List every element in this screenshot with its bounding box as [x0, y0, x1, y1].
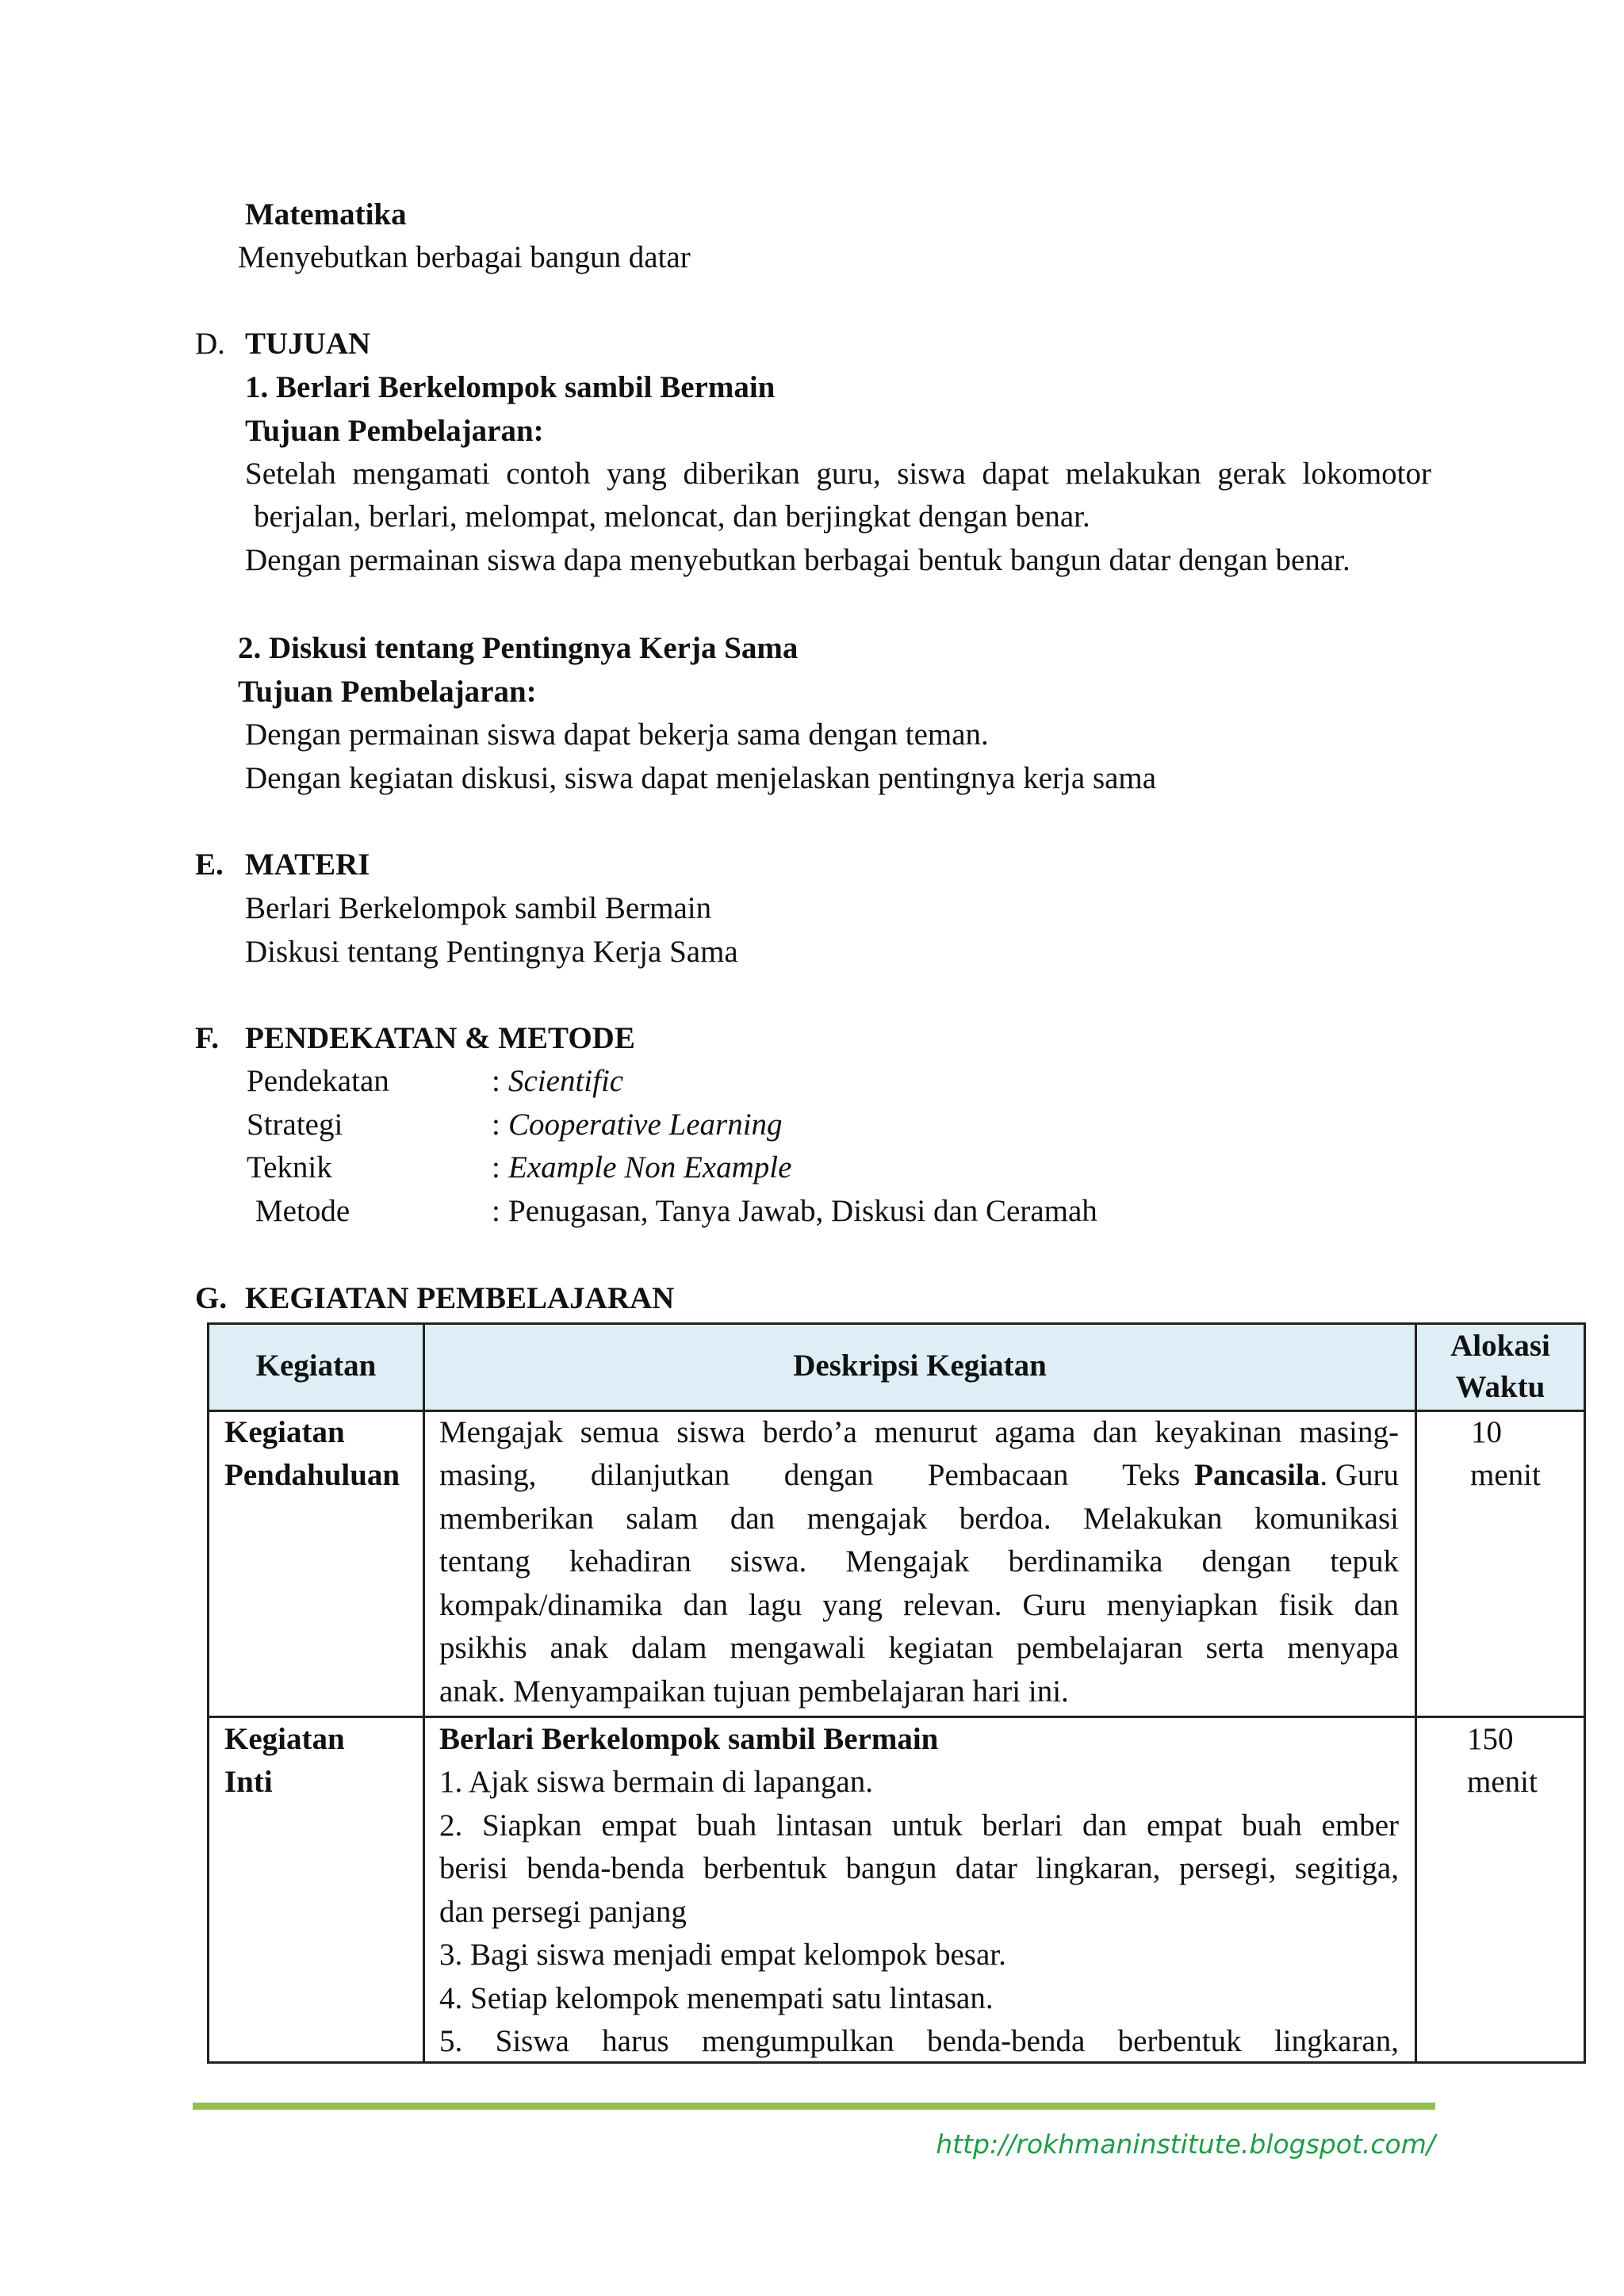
row1-desc-line: Mengajak semua siswa berdo’a menurut agama dan keyakinan masing-	[439, 1415, 1399, 1449]
tujuan-item2-title: 2. Diskusi tentang Pentingnya Kerja Sama	[238, 631, 799, 665]
metode-value: Scientific	[508, 1064, 624, 1098]
row2-waktu: 150	[1467, 1722, 1514, 1756]
section-g-title: KEGIATAN PEMBELAJARAN	[245, 1281, 675, 1315]
row1-desc-tail	[1194, 1454, 1399, 1497]
row1-desc-line: memberikan salam dan mengajak berdoa. Melakukan komunikasi	[439, 1502, 1399, 1536]
row2-title: Berlari Berkelompok sambil Bermain	[439, 1722, 939, 1756]
tujuan-item1-label: Tujuan Pembelajaran:	[245, 414, 544, 448]
row2-step: 2. Siapkan empat buah lintasan untuk berlari dan empat buah ember	[439, 1808, 1399, 1843]
row1-kegiatan: Kegiatan	[224, 1415, 345, 1449]
section-g-letter: G.	[195, 1281, 228, 1315]
row2-kegiatan: Kegiatan	[224, 1722, 345, 1756]
metode-label: Metode	[255, 1194, 350, 1228]
metode-colon: :	[492, 1194, 500, 1228]
section-f-letter: F.	[195, 1021, 219, 1055]
subject-indicator: Menyebutkan berbagai bangun datar	[238, 240, 691, 274]
metode-colon: :	[492, 1108, 500, 1142]
pancasila-bold: Pancasila	[1194, 1458, 1320, 1492]
header-deskripsi: Deskripsi Kegiatan	[793, 1349, 1047, 1383]
footer-divider	[193, 2103, 1435, 2110]
tujuan-item2-text: Dengan permainan siswa dapat bekerja sama dengan teman.	[245, 718, 989, 752]
metode-value: Penugasan, Tanya Jawab, Diskusi dan Ceramah	[508, 1194, 1097, 1228]
footer-url-link[interactable]: http://rokhmaninstitute.blogspot.com/	[936, 2129, 1435, 2160]
section-f-title: PENDEKATAN & METODE	[245, 1021, 635, 1055]
row2-step: berisi benda-benda berbentuk bangun datar lingkaran, persegi, segitiga,	[439, 1851, 1399, 1885]
tujuan-item1-text: Setelah mengamati contoh yang diberikan guru, siswa dapat melakukan gerak lokomotor	[245, 457, 1431, 491]
row1-desc-line-with-bold	[439, 1454, 1399, 1497]
metode-colon: :	[492, 1064, 500, 1098]
row1-desc-line: kompak/dinamika dan lagu yang relevan. Guru menyiapkan fisik dan	[439, 1588, 1399, 1622]
metode-label: Teknik	[247, 1150, 332, 1184]
header-alokasi: Alokasi	[1450, 1329, 1550, 1363]
metode-label: Pendekatan	[247, 1064, 389, 1098]
metode-colon: :	[492, 1150, 500, 1184]
row2-step: 3. Bagi siswa menjadi empat kelompok besar.	[439, 1938, 1006, 1972]
row1-desc-line: tentang kehadiran siswa. Mengajak berdinamika dengan tepuk	[439, 1544, 1399, 1578]
metode-value: Cooperative Learning	[508, 1108, 783, 1142]
row1-waktu-unit: menit	[1470, 1458, 1541, 1492]
section-d-letter: D.	[195, 327, 225, 361]
row2-kegiatan: Inti	[224, 1765, 273, 1799]
materi-item: Diskusi tentang Pentingnya Kerja Sama	[245, 935, 738, 969]
column-divider	[1415, 1325, 1417, 2061]
section-e-title: MATERI	[245, 848, 370, 882]
row2-waktu-unit: menit	[1467, 1765, 1538, 1799]
row1-kegiatan: Pendahuluan	[224, 1458, 400, 1492]
kegiatan-table	[207, 1322, 1586, 2064]
row2-step: 1. Ajak siswa bermain di lapangan.	[439, 1765, 873, 1799]
tujuan-item2-text: Dengan kegiatan diskusi, siswa dapat menjelaskan pentingnya kerja sama	[245, 761, 1157, 795]
tujuan-item1-title: 1. Berlari Berkelompok sambil Bermain	[245, 370, 776, 404]
column-divider	[423, 1325, 425, 2061]
row2-step: 4. Setiap kelompok menempati satu lintasan.	[439, 1981, 994, 2015]
row2-step: dan persegi panjang	[439, 1895, 687, 1929]
section-e-letter: E.	[195, 848, 224, 882]
metode-label: Strategi	[247, 1108, 343, 1142]
metode-value: Example Non Example	[508, 1150, 792, 1184]
header-waktu: Waktu	[1455, 1370, 1545, 1404]
subject-heading: Matematika	[245, 197, 407, 232]
materi-item: Berlari Berkelompok sambil Bermain	[245, 891, 712, 925]
tujuan-item1-text: berjalan, berlari, melompat, meloncat, dan berjingkat dengan benar.	[254, 499, 1090, 534]
tujuan-item2-label: Tujuan Pembelajaran:	[238, 675, 537, 709]
header-kegiatan: Kegiatan	[255, 1349, 377, 1383]
section-d-title: TUJUAN	[245, 327, 371, 361]
row1-waktu: 10	[1471, 1415, 1502, 1449]
row1-desc-after-bold: . Guru	[1320, 1458, 1399, 1492]
row1-desc-text: masing, dilanjutkan dengan Pembacaan Teks	[439, 1458, 1181, 1492]
row2-step: 5. Siswa harus mengumpulkan benda-benda berbentuk lingkaran,	[439, 2024, 1399, 2058]
row1-desc-line: psikhis anak dalam mengawali kegiatan pembelajaran serta menyapa	[439, 1631, 1399, 1665]
tujuan-item1-text: Dengan permainan siswa dapa menyebutkan berbagai bentuk bangun datar dengan benar.	[245, 543, 1350, 577]
row1-desc-line: anak. Menyampaikan tujuan pembelajaran hari ini.	[439, 1674, 1069, 1709]
